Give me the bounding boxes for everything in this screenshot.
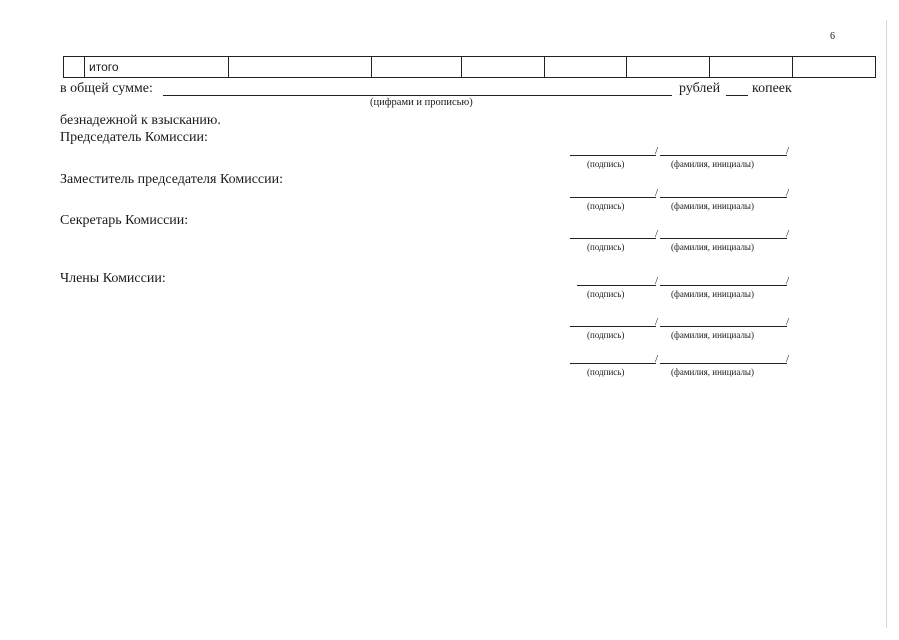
chairman-label: Председатель Комиссии: [60, 130, 208, 145]
sum-prefix: в общей сумме: [60, 81, 153, 96]
statement-text: безнадежной к взысканию. [60, 113, 221, 128]
separator-slash: / [655, 275, 659, 287]
table-cell [710, 57, 793, 78]
deputy-signature-line [570, 197, 656, 198]
member-signature-line [570, 326, 656, 327]
secretary-label: Секретарь Комиссии: [60, 213, 189, 228]
member-name-line [660, 326, 787, 327]
separator-slash: / [655, 187, 659, 199]
secretary-signature-line [570, 238, 656, 239]
signature-caption: (подпись) [587, 201, 625, 211]
member-signature-line [570, 363, 656, 364]
rubles-label: рублей [679, 81, 721, 96]
separator-slash: / [786, 228, 790, 240]
separator-slash: / [655, 145, 659, 157]
signature-caption: (подпись) [587, 289, 625, 299]
name-caption: (фамилия, инициалы) [671, 201, 754, 211]
signature-caption: (подпись) [587, 159, 625, 169]
deputy-label: Заместитель председателя Комиссии: [60, 172, 283, 187]
secretary-name-line [660, 238, 787, 239]
table-cell [64, 57, 85, 78]
name-caption: (фамилия, инициалы) [671, 242, 754, 252]
table-cell [462, 57, 545, 78]
separator-slash: / [786, 145, 790, 157]
separator-slash: / [655, 228, 659, 240]
name-caption: (фамилия, инициалы) [671, 289, 754, 299]
table-cell [627, 57, 710, 78]
table-cell [545, 57, 627, 78]
chairman-name-line [660, 155, 787, 156]
totals-table [63, 56, 876, 78]
deputy-name-line [660, 197, 787, 198]
page-edge-line [886, 20, 887, 628]
kopecks-blank-line [726, 95, 748, 96]
separator-slash: / [786, 275, 790, 287]
member-name-line [660, 363, 787, 364]
separator-slash: / [655, 353, 659, 365]
table-cell [372, 57, 462, 78]
signature-caption: (подпись) [587, 330, 625, 340]
signature-caption: (подпись) [587, 242, 625, 252]
separator-slash: / [786, 316, 790, 328]
member-signature-line [577, 285, 656, 286]
separator-slash: / [655, 316, 659, 328]
sum-blank-line [163, 95, 672, 96]
sum-caption: (цифрами и прописью) [370, 97, 473, 108]
table-cell [229, 57, 372, 78]
chairman-signature-line [570, 155, 656, 156]
members-label: Члены Комиссии: [60, 271, 166, 286]
name-caption: (фамилия, инициалы) [671, 330, 754, 340]
totals-label: итого [85, 57, 229, 78]
name-caption: (фамилия, инициалы) [671, 367, 754, 377]
page-number: 6 [830, 31, 835, 42]
separator-slash: / [786, 187, 790, 199]
member-name-line [660, 285, 787, 286]
name-caption: (фамилия, инициалы) [671, 159, 754, 169]
kopecks-label: копеек [752, 81, 792, 96]
totals-row [64, 57, 876, 78]
table-cell [793, 57, 876, 78]
separator-slash: / [786, 353, 790, 365]
signature-caption: (подпись) [587, 367, 625, 377]
